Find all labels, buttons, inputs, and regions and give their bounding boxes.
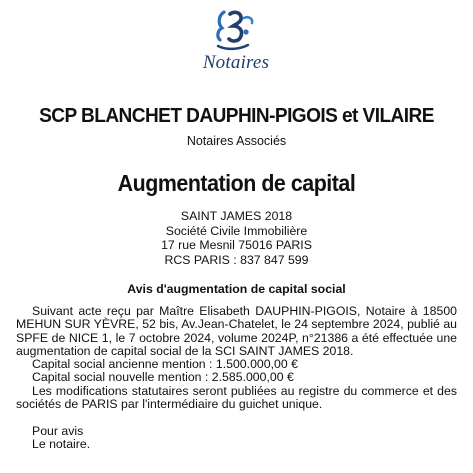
paragraph-deed: Suivant acte reçu par Maître Elisabeth DAUPHIN-PIGOIS, Notaire à 18500 MEHUN SUR YÈVRE, 52 bis, Av.Jean-Chatelet, le 24 septembre 2024, publié au SPFE de NICE 1, le 7 octobre 2024, volume 2024P, n°21386 a été effectuée une augmentation de capital social de la SCI SAINT JAMES 2018. (16, 304, 457, 358)
logo-wordmark: Notaires (202, 52, 270, 73)
closing-signature: Le notaire. (32, 436, 91, 451)
company-name: SAINT JAMES 2018 (180, 209, 293, 223)
notice-heading: Augmentation de capital (117, 170, 356, 196)
spacer (16, 411, 457, 424)
firm-subtitle: Notaires Associés (186, 134, 287, 148)
capital-new: Capital social nouvelle mention : 2.585.000,00 € (32, 370, 294, 385)
company-block (0, 209, 473, 267)
firm-name: SCP BLANCHET DAUPHIN-PIGOIS et VILAIRE (39, 104, 434, 127)
notice-title: Avis d'augmentation de capital social (127, 282, 346, 296)
notice-body (16, 305, 457, 451)
notaires-logo (188, 8, 284, 74)
paragraph-modifications: Les modifications statutaires seront publiées au registre du commerce et des sociétés de PARIS par l'intermédiaire du guichet unique. (16, 383, 457, 412)
company-rcs: RCS PARIS : 837 847 599 (164, 252, 309, 267)
company-address: 17 rue Mesnil 75016 PARIS (161, 238, 312, 252)
capital-old: Capital social ancienne mention : 1.500.000,00 € (32, 357, 298, 372)
notaires-emblem-icon (208, 8, 264, 54)
closing-pour-avis: Pour avis (32, 423, 84, 438)
company-form: Société Civile Immobilière (165, 223, 308, 238)
